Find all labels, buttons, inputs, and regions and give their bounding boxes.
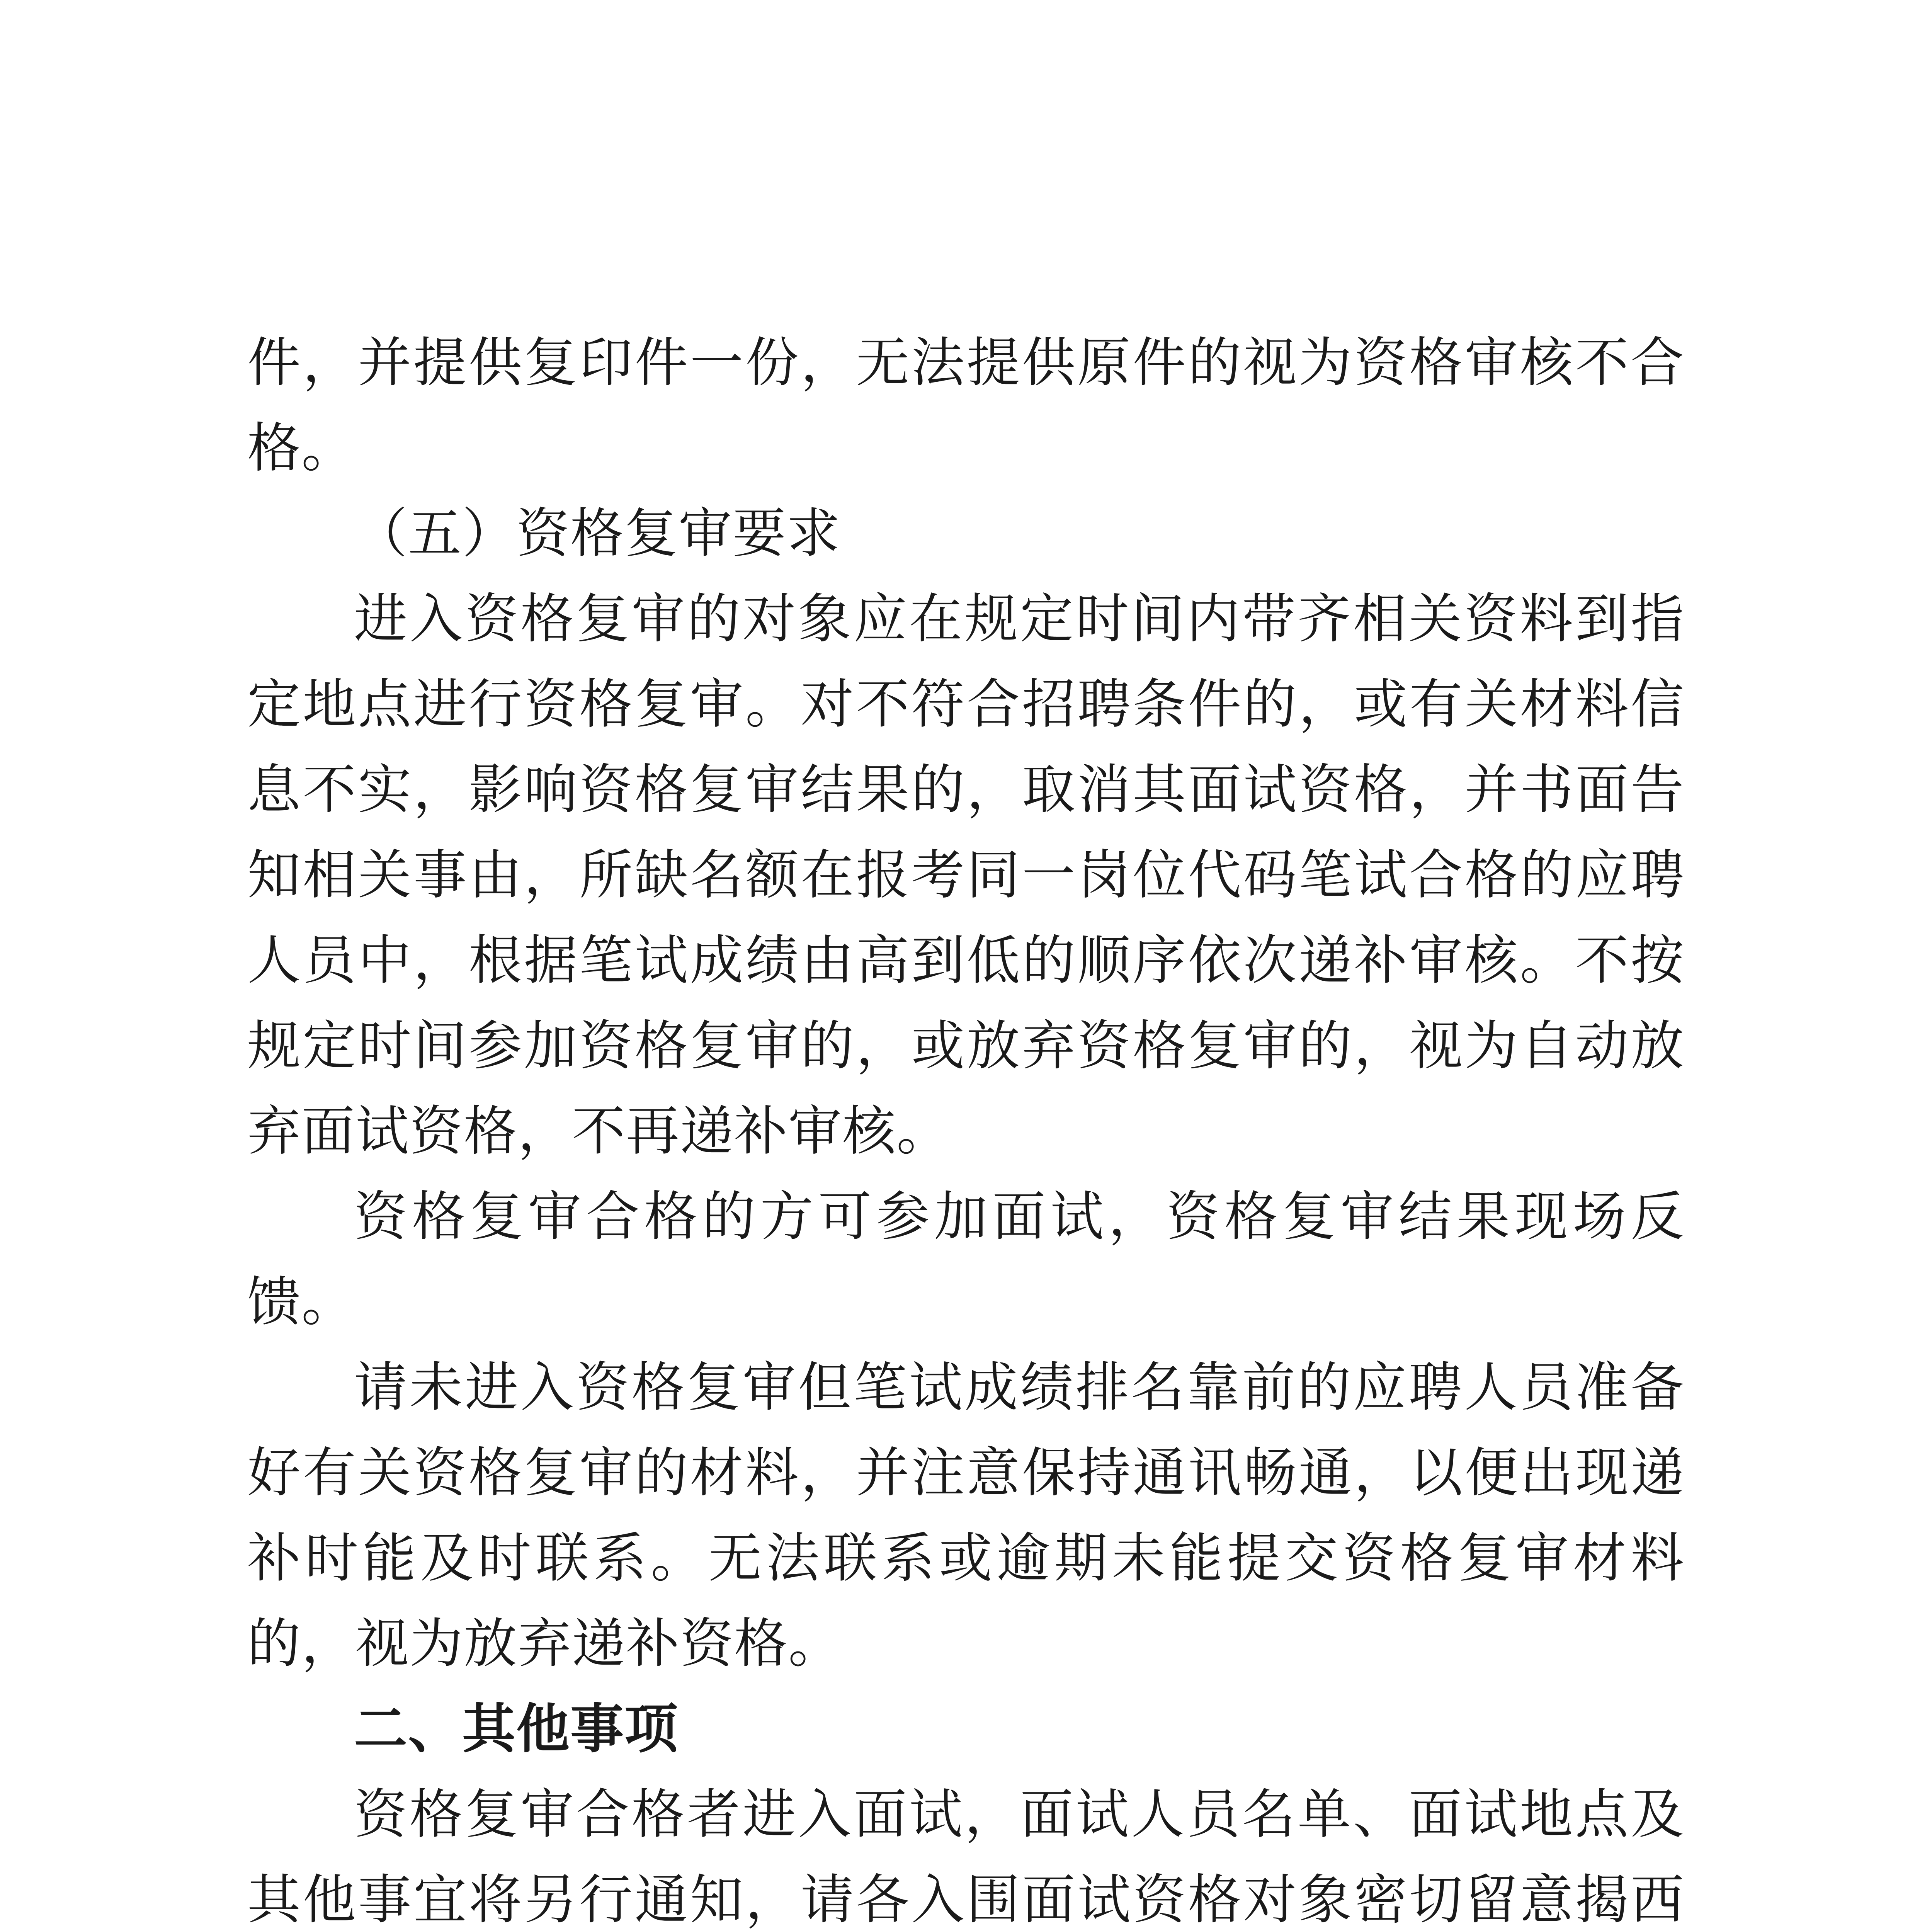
paragraph: 请未进入资格复审但笔试成绩排名靠前的应聘人员准备好有关资格复审的材料，并注意保持通讯畅通，以便出现递补时能及时联系。无法联系或逾期未能提交资格复审材料的，视为放弃递补资格。 [247,1356,1685,1675]
paragraph: 资格复审合格者进入面试，面试人员名单、面试地点及其他事宜将另行通知，请各入围面试资格对象密切留意揭西 [247,1783,1685,1931]
section-heading: 二、其他事项 [354,1698,679,1760]
body-text [247,320,1685,1932]
paragraph: 件，并提供复印件一份，无法提供原件的视为资格审核不合格。 [247,332,1685,479]
paragraph: 进入资格复审的对象应在规定时间内带齐相关资料到指定地点进行资格复审。对不符合招聘条件的，或有关材料信息不实，影响资格复审结果的，取消其面试资格，并书面告知相关事由，所缺名额在报考同一岗位代码笔试合格的应聘人员中，根据笔试成绩由高到低的顺序依次递补审核。不按规定时间参加资格复审的，或放弃资格复审的，视为自动放弃面试资格，不再递补审核。 [247,588,1685,1162]
paragraph: 资格复审合格的方可参加面试，资格复审结果现场反馈。 [247,1185,1685,1333]
paragraph: （五）资格复审要求 [354,502,841,565]
